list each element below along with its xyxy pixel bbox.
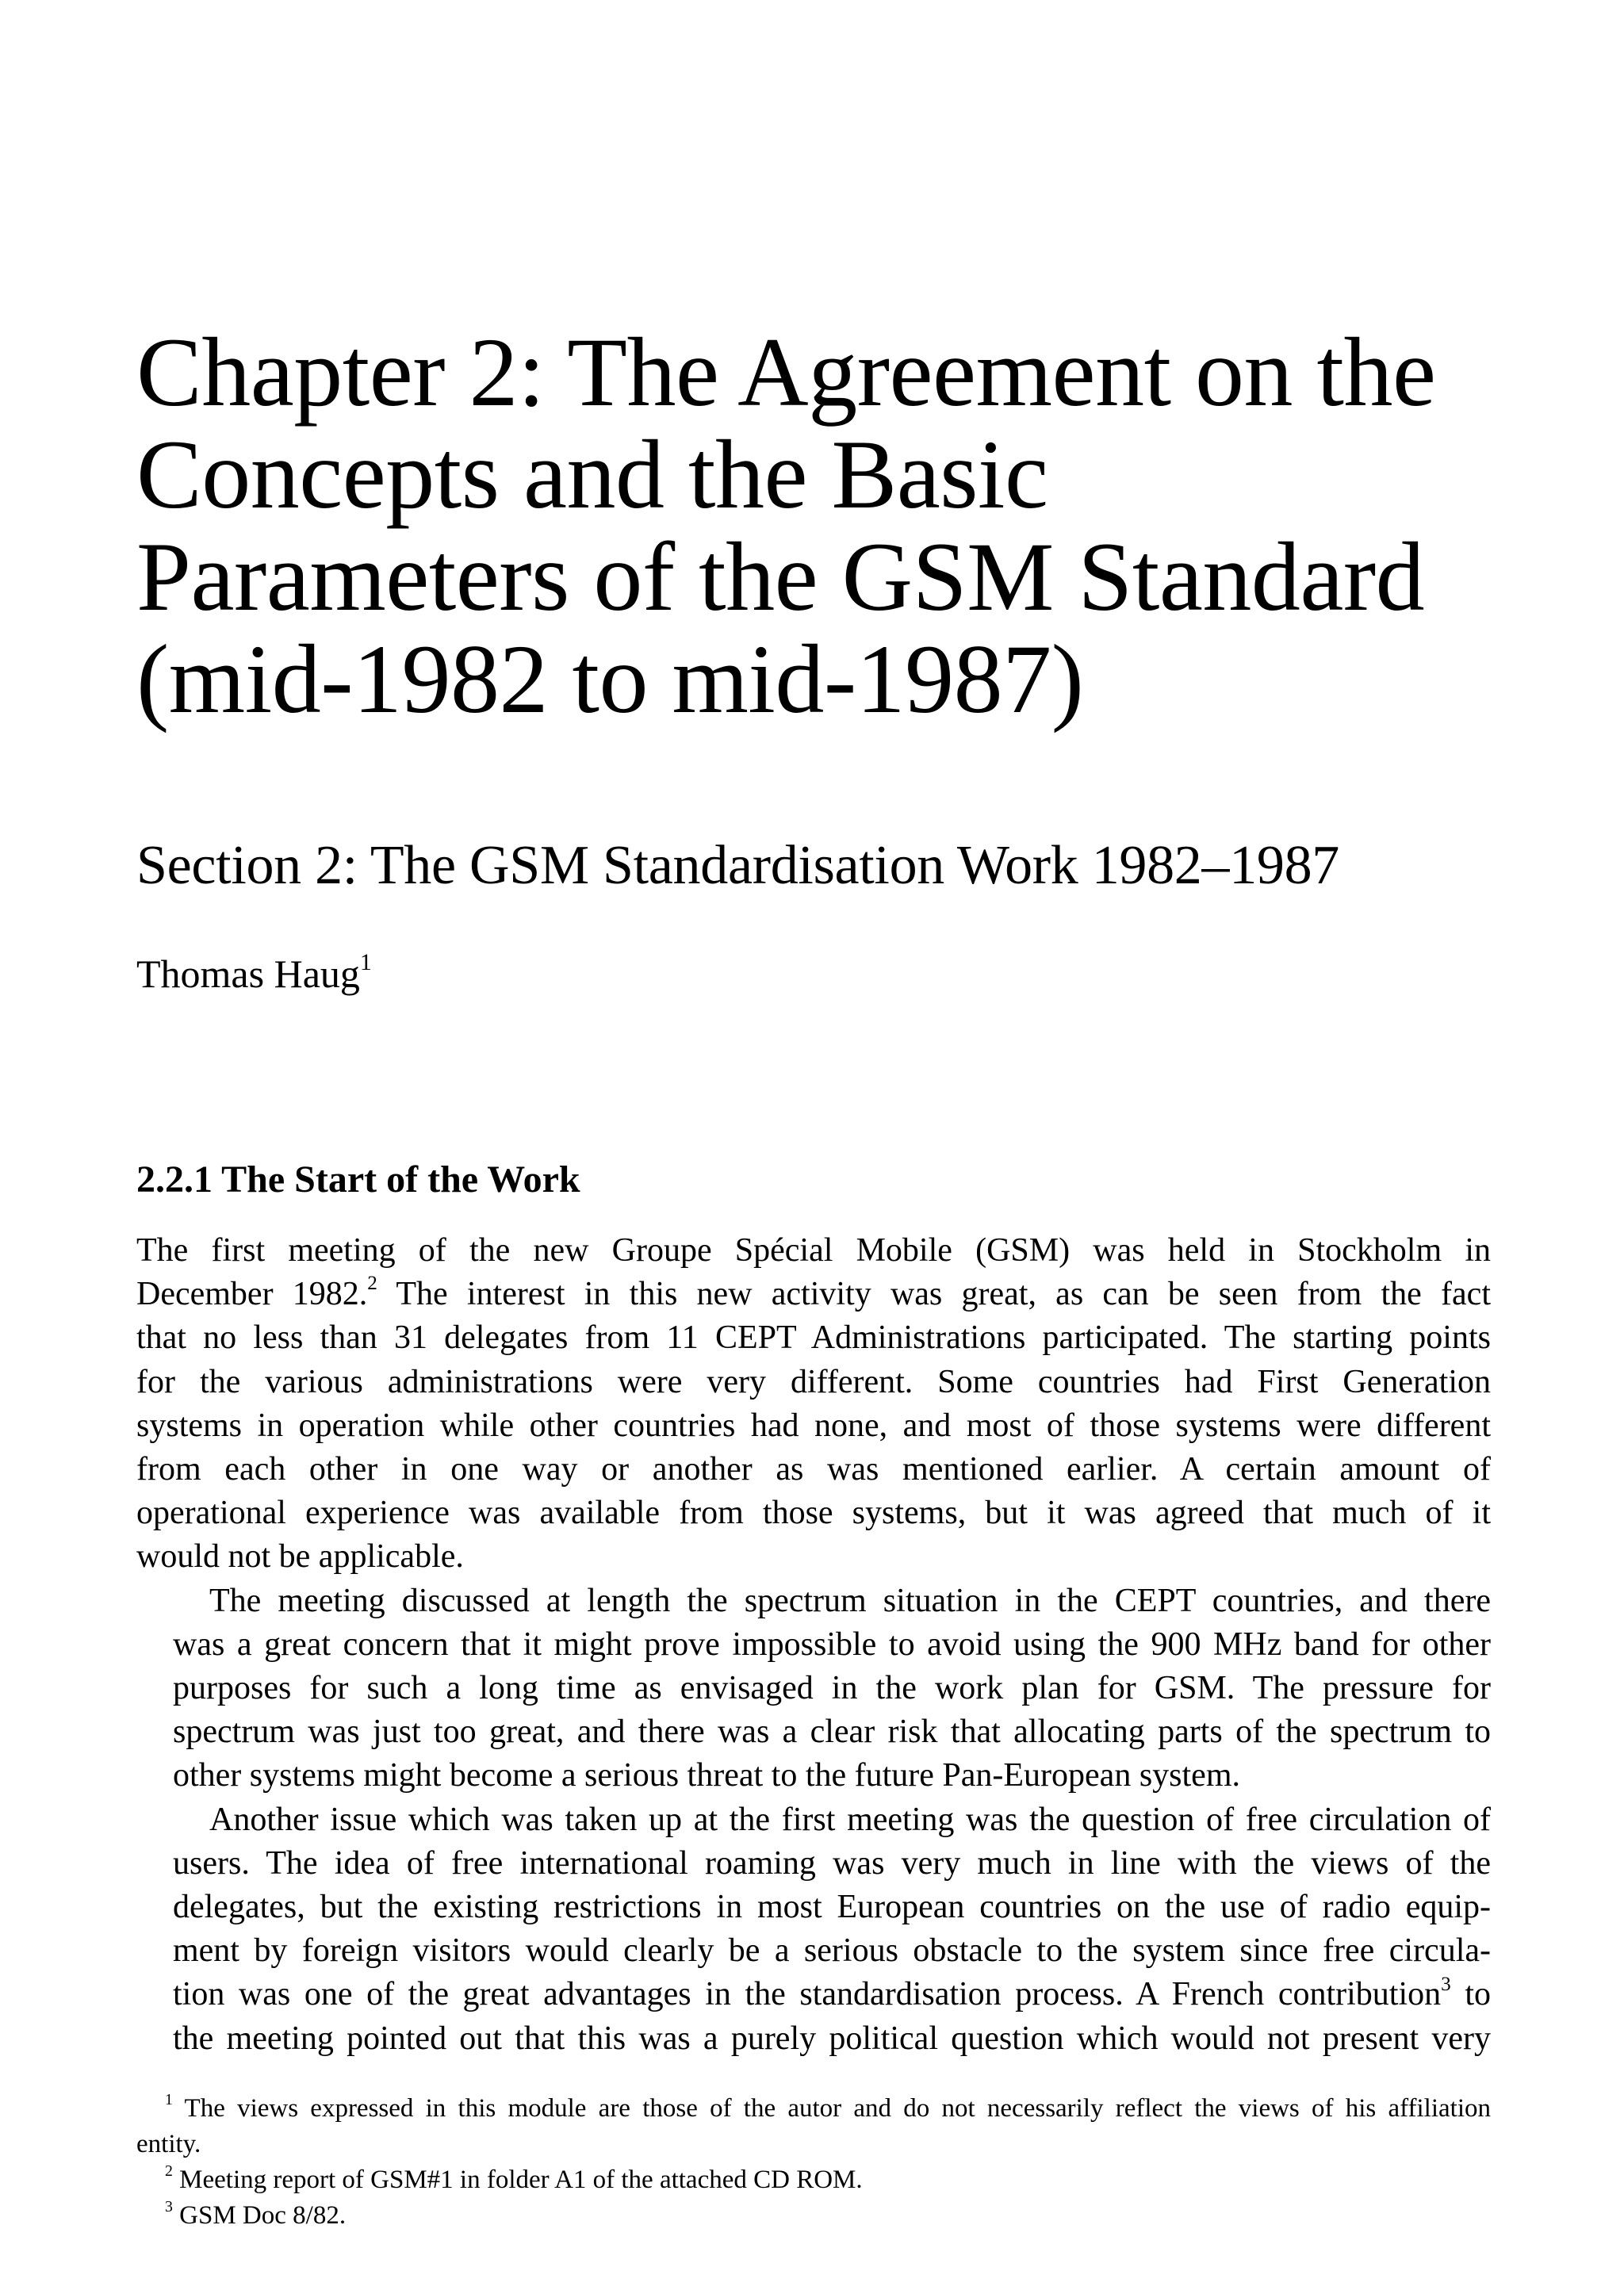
chapter-title-line: Concepts and the Basic: [136, 420, 1048, 529]
text-line: Another issue which was taken up at the first meeting was the question of free circulation of: [209, 1801, 1491, 1838]
text-line: users. The idea of free international roaming was very much in line with the views of the: [173, 1844, 1491, 1882]
text-line: operational experience was available from those systems, but it was agreed that much of it: [136, 1495, 1491, 1532]
text-line: December 1982.$^2$ The interest in this new activity was great, as can be seen from the fact: [136, 1273, 1491, 1313]
subsection-heading: 2.2.1 The Start of the Work: [136, 1158, 580, 1201]
footnote-ref[interactable]: 3: [1441, 1973, 1451, 1995]
footnote-ref[interactable]: 1: [359, 948, 372, 975]
footnote-2: $^2$ Meeting report of GSM#1 in folder A1 of the attached CD ROM.: [165, 2162, 863, 2194]
section-title: Section 2: The GSM Standardisation Work 1982–1987: [136, 835, 1339, 896]
text-line: purposes for such a long time as envisaged in the work plan for GSM. The pressure for: [173, 1670, 1491, 1707]
body-text: [136, 1229, 1491, 2061]
text-line: the meeting pointed out that this was a purely political question which would not present very: [173, 2020, 1491, 2057]
text-line: delegates, but the existing restrictions in most European countries on the use of radio equip-: [173, 1889, 1491, 1926]
text-line: ment by foreign visitors would clearly be a serious obstacle to the system since free circula-: [173, 1932, 1491, 1970]
paragraph: [136, 1580, 1491, 1798]
text-line: $^1$ The views expressed in this module are those of the autor and do not necessarily reflect the views of his affiliation: [165, 2091, 1491, 2123]
text-line: tion was one of the great advantages in the standardisation process. A French contribution$^3$ to: [173, 1973, 1491, 2013]
footnote-number: 3: [165, 2198, 173, 2216]
chapter-title-line: Parameters of the GSM Standard: [136, 523, 1425, 631]
footnote-ref[interactable]: 2: [367, 1273, 377, 1295]
footnote-1: [136, 2091, 1491, 2162]
paragraph: [136, 1798, 1491, 2061]
chapter-title: [136, 318, 1532, 733]
text-line: other systems might become a serious threat to the future Pan-European system.: [173, 1757, 1240, 1794]
text-line: was a great concern that it might prove impossible to avoid using the 900 MHz band for other: [173, 1626, 1491, 1663]
author-line: [136, 950, 372, 998]
text-line: entity.: [136, 2130, 201, 2158]
paragraph: [136, 1229, 1491, 1580]
footnote-number: 1: [165, 2091, 173, 2109]
text-line: would not be applicable.: [136, 1538, 464, 1576]
text-line: The meeting discussed at length the spectrum situation in the CEPT countries, and there: [209, 1582, 1491, 1619]
text-line: systems in operation while other countries had none, and most of those systems were different: [136, 1407, 1491, 1444]
text-line: The first meeting of the new Groupe Spécial Mobile (GSM) was held in Stockholm in: [136, 1232, 1491, 1269]
footnotes: [136, 2091, 1491, 2234]
text-line: that no less than 31 delegates from 11 CEPT Administrations participated. The starting points: [136, 1319, 1491, 1357]
text-line: for the various administrations were very different. Some countries had First Generation: [136, 1363, 1491, 1400]
text-line: spectrum was just too great, and there was a clear risk that allocating parts of the spectrum to: [173, 1714, 1491, 1751]
chapter-title-line: (mid-1982 to mid-1987): [136, 625, 1084, 733]
footnote-3: $^3$ GSM Doc 8/82.: [165, 2198, 347, 2230]
footnote-number: 2: [165, 2162, 173, 2181]
author-name: Thomas Haug: [136, 952, 360, 996]
text-line: from each other in one way or another as was mentioned earlier. A certain amount of: [136, 1451, 1491, 1488]
chapter-title-line: Chapter 2: The Agreement on the: [136, 318, 1436, 427]
